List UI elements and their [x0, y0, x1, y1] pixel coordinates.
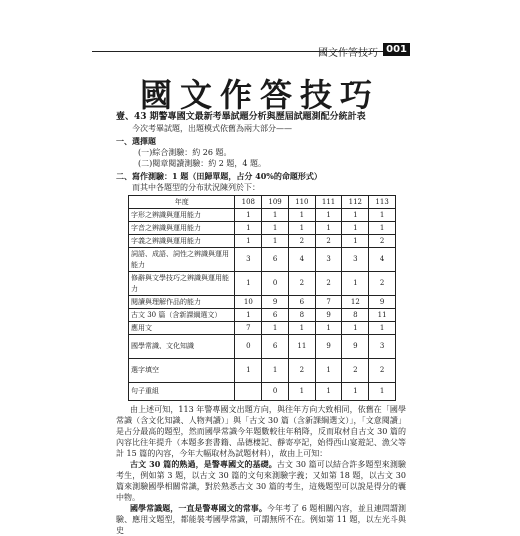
key-point: 國學常識題，一直是警專國文的常事。 — [130, 503, 267, 513]
row-label: 字義之辨識與運用能力 — [129, 235, 235, 248]
table-cell: 1 — [262, 322, 289, 335]
table-row — [129, 322, 396, 335]
table-cell: 0 — [235, 335, 262, 359]
running-header — [0, 42, 520, 58]
table-cell: 1 — [288, 322, 315, 335]
table-cell: 1 — [315, 222, 342, 235]
row-label: 字形之辨識與運用能力 — [129, 209, 235, 222]
table-cell: 9 — [262, 296, 289, 309]
table-row — [129, 383, 396, 401]
table-row — [129, 272, 396, 296]
table-cell: 1 — [315, 322, 342, 335]
table-cell: 2 — [315, 272, 342, 296]
table-cell: 2 — [342, 359, 369, 383]
row-label: 句子重組 — [129, 383, 235, 401]
table-row — [129, 309, 396, 322]
table-header-row — [129, 196, 396, 209]
table-cell: 2 — [369, 235, 396, 248]
table-cell: 3 — [342, 248, 369, 272]
table-cell: 2 — [288, 272, 315, 296]
year-column-header: 111 — [315, 196, 342, 209]
table-cell: 1 — [342, 383, 369, 401]
row-label: 選字填空 — [129, 359, 235, 383]
page-title: 國文作答技巧 — [139, 76, 380, 114]
row-label: 古文 30 篇（含新課綱選文） — [129, 309, 235, 322]
table-cell: 6 — [262, 248, 289, 272]
header-label: 國文作答技巧 — [318, 48, 378, 59]
row-label: 詞語、成語、詞性之辨識與運用能力 — [129, 248, 235, 272]
table-cell: 8 — [288, 309, 315, 322]
table-cell: 2 — [369, 272, 396, 296]
table-cell: 1 — [235, 209, 262, 222]
table-cell: 1 — [235, 309, 262, 322]
part2-heading: 二、寫作測驗：1 題（田歸單題，占分 40%的命題形式） — [116, 171, 322, 181]
row-label: 字音之辨識與運用能力 — [129, 222, 235, 235]
table-cell: 1 — [288, 209, 315, 222]
table-row — [129, 248, 396, 272]
table-cell: 9 — [369, 296, 396, 309]
table-row — [129, 296, 396, 309]
table-cell: 3 — [235, 248, 262, 272]
row-label: 修辭與文學技巧之辨識與運用能力 — [129, 272, 235, 296]
table-cell: 1 — [369, 209, 396, 222]
table-cell: 1 — [262, 235, 289, 248]
part2-note: 而其中各題型的分布狀況陳列於下： — [132, 183, 260, 192]
table-cell: 1 — [369, 322, 396, 335]
table-cell: 2 — [288, 359, 315, 383]
year-column-header: 109 — [262, 196, 289, 209]
table-row — [129, 335, 396, 359]
row-label: 閱讀與理解作品的能力 — [129, 296, 235, 309]
year-column-header: 113 — [369, 196, 396, 209]
table-cell: 1 — [235, 272, 262, 296]
table-cell: 1 — [342, 272, 369, 296]
table-cell: 1 — [315, 359, 342, 383]
table-cell: 11 — [288, 335, 315, 359]
table-cell: 1 — [262, 359, 289, 383]
table-cell: 8 — [342, 309, 369, 322]
row-label: 國學常識、文化知識 — [129, 335, 235, 359]
main-content — [116, 112, 406, 536]
table-cell: 1 — [315, 209, 342, 222]
table-cell: 1 — [342, 209, 369, 222]
part1-item: (一)綜合測驗：約 26 題。 — [138, 148, 232, 157]
table-cell: 1 — [369, 383, 396, 401]
table-cell: 1 — [262, 222, 289, 235]
table-cell: 12 — [342, 296, 369, 309]
table-cell: 2 — [288, 235, 315, 248]
table-cell: 4 — [369, 248, 396, 272]
table-cell: 1 — [315, 383, 342, 401]
table-cell: 0 — [262, 383, 289, 401]
table-cell: 4 — [288, 248, 315, 272]
part1-heading: 一、選擇題 — [116, 136, 156, 146]
table-row — [129, 359, 396, 383]
table-row — [129, 235, 396, 248]
paragraph-text: 古文 30 篇可以結合許多題型來測驗考生，例如第 3 題，以古文 30 篇的文句來測驗字義；又如第 18 題，以古文 30 篇來測驗國學相關常識，對於熟悉古文 30 篇的考生，這幾題型可以說是得分的囊中物。 — [116, 460, 407, 502]
table-cell: 11 — [369, 309, 396, 322]
table-cell: 0 — [262, 272, 289, 296]
year-column-header: 110 — [288, 196, 315, 209]
table-cell: 6 — [288, 296, 315, 309]
table-cell: 1 — [342, 222, 369, 235]
table-cell: 7 — [315, 296, 342, 309]
section-intro: 今次考畢試題，出題模式依舊為兩大部分—— — [132, 124, 292, 133]
year-column-header: 108 — [235, 196, 262, 209]
row-label: 應用文 — [129, 322, 235, 335]
table-cell: 2 — [369, 359, 396, 383]
table-cell: 7 — [235, 322, 262, 335]
part1-item: (二)閱章閱讀測驗：約 2 題，4 題。 — [138, 159, 267, 168]
section-heading: 壹、43 期警專國文最新考畢試題分析與歷屆試題測配分統計表 — [116, 112, 366, 122]
table-cell: 1 — [235, 359, 262, 383]
table-cell: 1 — [262, 209, 289, 222]
table-cell: 2 — [315, 235, 342, 248]
table-cell: 1 — [235, 222, 262, 235]
table-cell: 9 — [342, 335, 369, 359]
table-cell: 9 — [315, 335, 342, 359]
table-cell: 1 — [342, 322, 369, 335]
table-cell: 3 — [315, 248, 342, 272]
analysis-paragraph — [116, 459, 406, 503]
table-cell: 1 — [288, 383, 315, 401]
table-cell — [235, 383, 262, 401]
year-header: 年度 — [129, 196, 235, 209]
table-row — [129, 209, 396, 222]
table-cell: 9 — [315, 309, 342, 322]
page-number: 001 — [383, 43, 410, 56]
key-point: 古文 30 篇的熟過，是警專國文的基礎。 — [130, 459, 277, 469]
table-cell: 1 — [288, 222, 315, 235]
table-cell: 6 — [262, 309, 289, 322]
analysis-paragraph: 由上述可知，113 年警專國文出題方向，與往年方向大致相同，依舊在「國學常識（含文化知識、人物判讀）」與「古文 30 篇（含新課綱選文）」，「文意閱讀」是占分最高的題型，然而國學常識今年題數較往年稍降，反而取材自古文 30 篇的內容比往年提升（本題多套書籍、品德棲記、靜寄亭記，始得西山宴遊記、漁父等計 15 篇的內容，今年大幅取材為試題材料），故由上可知： — [116, 405, 406, 458]
paragraph-text: 今年考了 6 題相關內容，並且連問謂測驗、應用文題型，都能裝考國學常識，可謂無所不在。例如第 11 題，以左光斗與史 — [116, 504, 406, 535]
analysis-paragraph — [116, 503, 406, 536]
table-cell: 1 — [342, 235, 369, 248]
year-column-header: 112 — [342, 196, 369, 209]
question-distribution-table — [128, 195, 396, 401]
table-row — [129, 222, 396, 235]
table-cell: 1 — [235, 235, 262, 248]
table-cell: 1 — [369, 222, 396, 235]
table-cell: 10 — [235, 296, 262, 309]
table-cell: 6 — [262, 335, 289, 359]
table-cell: 3 — [369, 335, 396, 359]
